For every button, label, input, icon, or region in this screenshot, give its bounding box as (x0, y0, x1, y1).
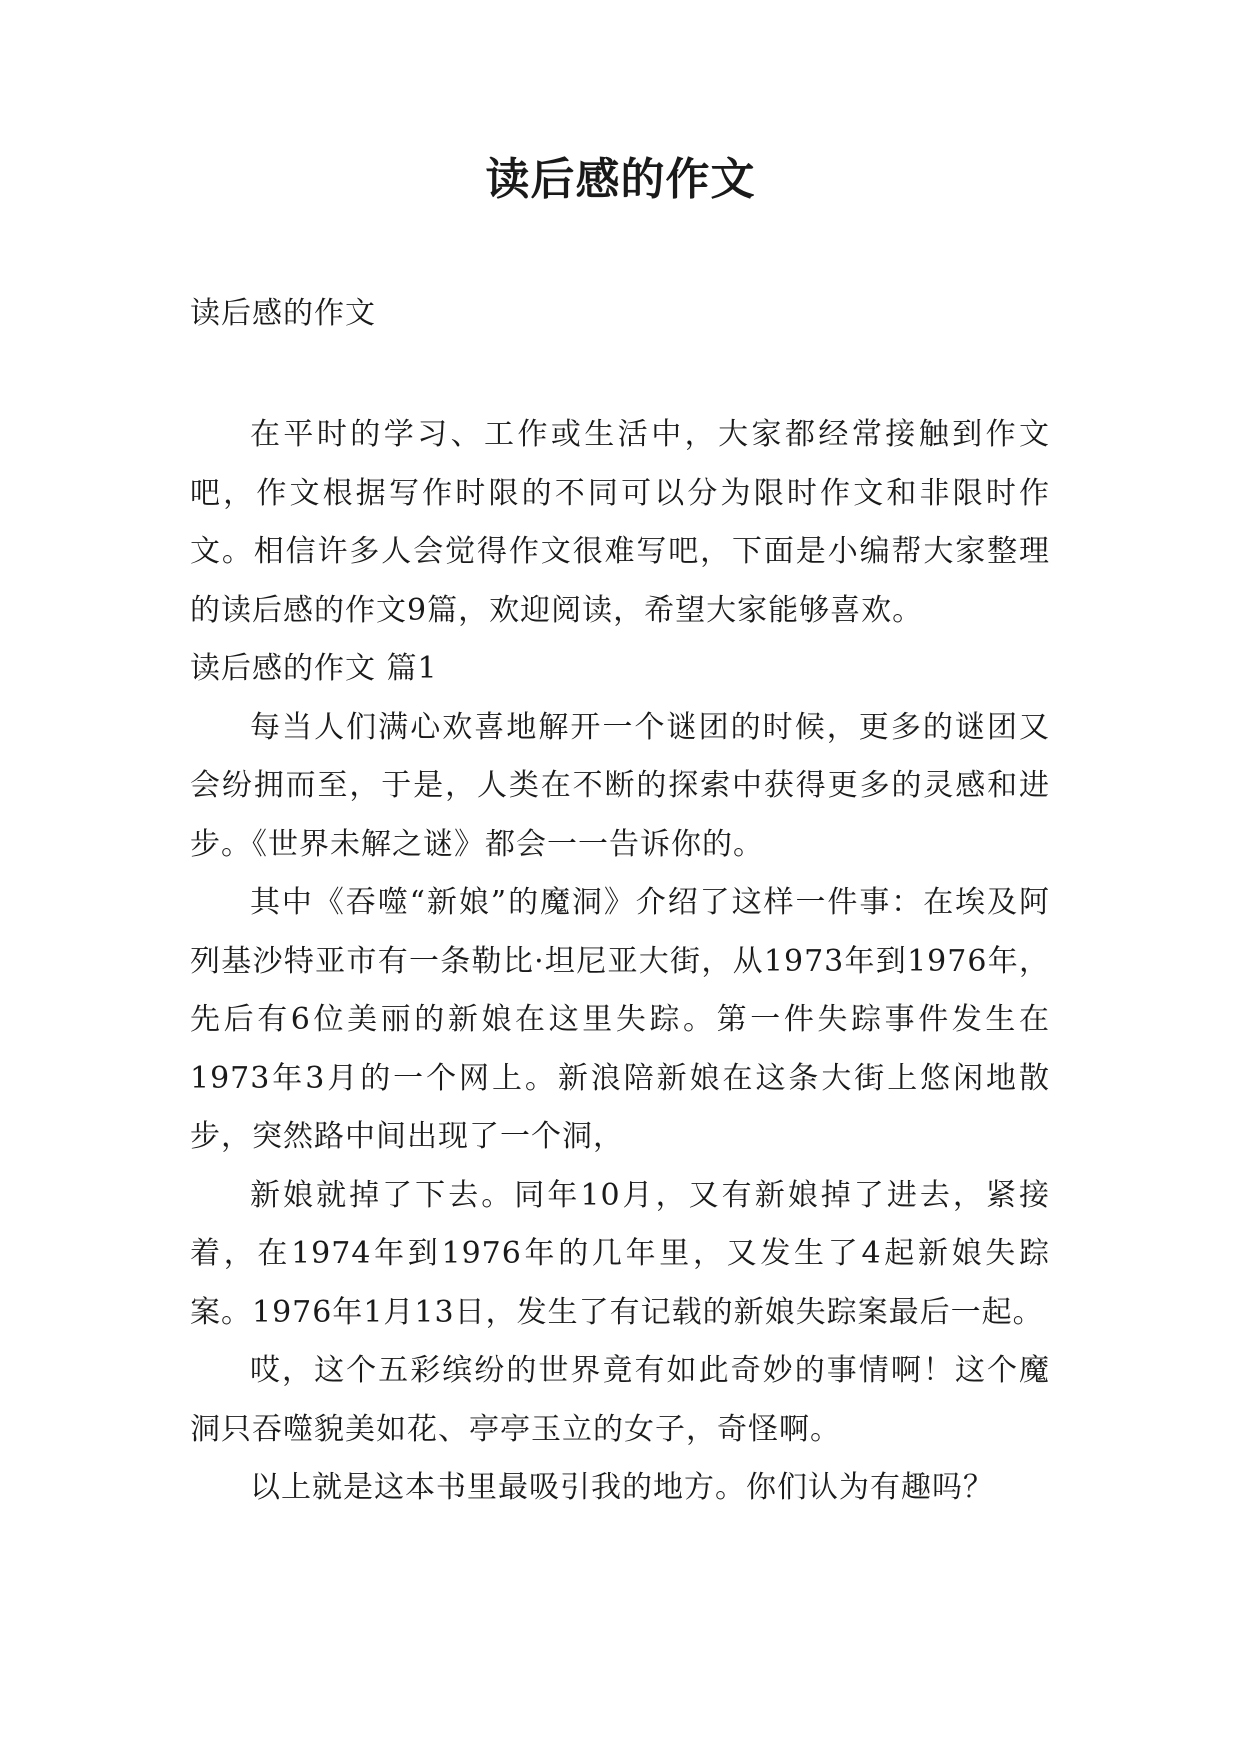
body-paragraph: 其中《吞噬“新娘”的魔洞》介绍了这样一件事：在埃及阿列基沙特亚市有一条勒比·坦尼亚大街，从1973年到1976年，先后有6位美丽的新娘在这里失踪。第一件失踪事件发生在1973年3月的一个网上。新浪陪新娘在这条大街上悠闲地散步，突然路中间出现了一个洞， (190, 885, 1050, 1154)
document-title: 读后感的作文 (485, 154, 756, 205)
body-paragraph: 哎，这个五彩缤纷的世界竟有如此奇妙的事情啊！这个魔洞只吞噬貌美如花、亭亭玉立的女子，奇怪啊。 (190, 1353, 1050, 1447)
body-paragraph: 新娘就掉了下去。同年10月，又有新娘掉了进去，紧接着，在1974年到1976年的几年里，又发生了4起新娘失踪案。1976年1月13日，发生了有记载的新娘失踪案最后一起。 (190, 1177, 1050, 1330)
document-subtitle: 读后感的作文 (190, 296, 376, 331)
section-heading: 读后感的作文 篇1 (190, 651, 438, 686)
body-paragraph: 每当人们满心欢喜地解开一个谜团的时候，更多的谜团又会纷拥而至，于是，人类在不断的探索中获得更多的灵感和进步。《世界未解之谜》都会一一告诉你的。 (190, 709, 1050, 862)
body-paragraph: 以上就是这本书里最吸引我的地方。你们认为有趣吗？ (250, 1470, 994, 1505)
document-body (190, 406, 1050, 1518)
intro-paragraph: 在平时的学习、工作或生活中，大家都经常接触到作文吧，作文根据写作时限的不同可以分为限时作文和非限时作文。相信许多人会觉得作文很难写吧，下面是小编帮大家整理的读后感的作文9篇，欢迎阅读，希望大家能够喜欢。 (190, 417, 1050, 628)
